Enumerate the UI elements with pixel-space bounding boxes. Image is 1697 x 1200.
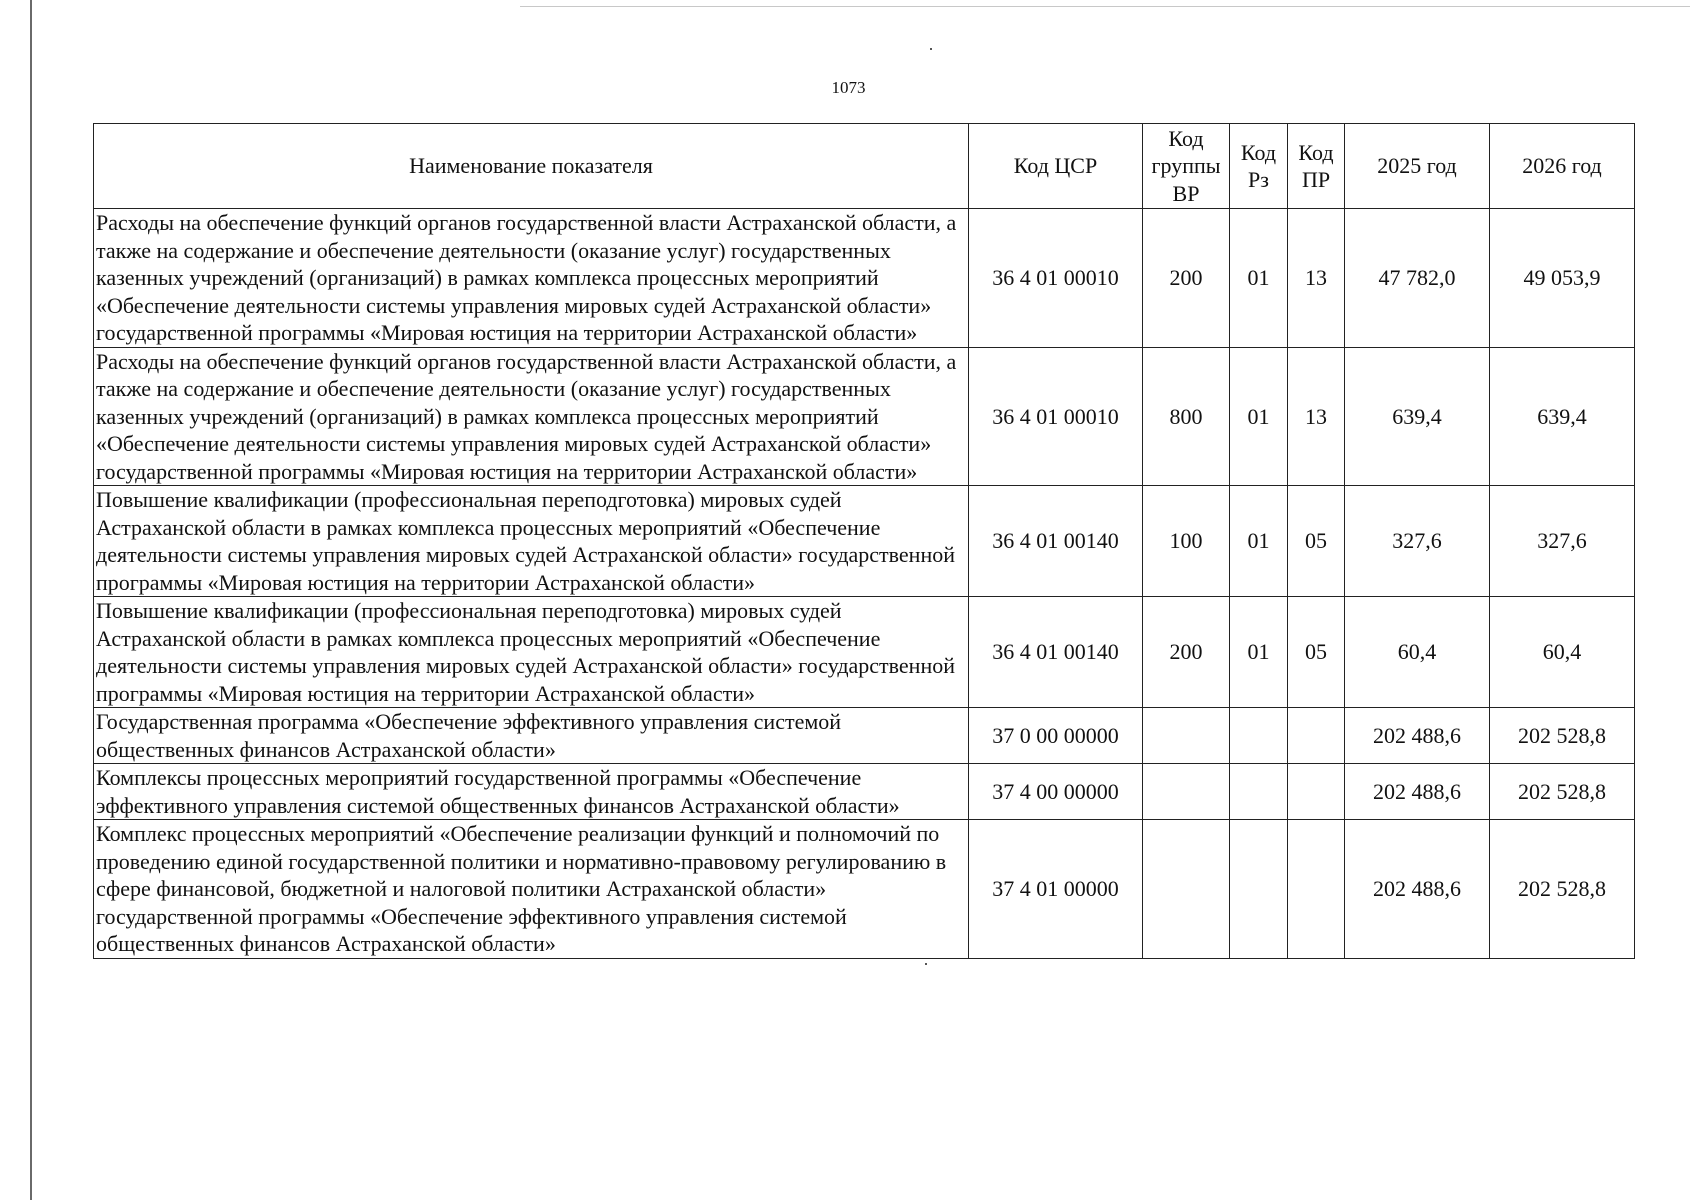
page-number: 1073 [831,78,866,97]
pr-code [1288,708,1345,764]
csr-code: 36 4 01 00140 [969,486,1143,597]
vr-code: 100 [1143,486,1230,597]
vr-code [1143,820,1230,959]
header-csr-code: Код ЦСР [969,124,1143,209]
rz-code [1230,708,1288,764]
amount-2026: 202 528,8 [1490,764,1635,820]
amount-2026: 327,6 [1490,486,1635,597]
rz-code: 01 [1230,486,1288,597]
scan-speck [930,48,932,50]
rz-code: 01 [1230,209,1288,348]
header-year-2025: 2025 год [1345,124,1490,209]
amount-2025: 639,4 [1345,347,1490,486]
pr-code [1288,820,1345,959]
rz-code [1230,764,1288,820]
amount-2025: 47 782,0 [1345,209,1490,348]
scan-speck [925,963,927,965]
pr-code: 05 [1288,486,1345,597]
amount-2025: 202 488,6 [1345,764,1490,820]
pr-code: 13 [1288,347,1345,486]
table-header-row [94,124,1635,209]
scan-left-edge [30,0,32,1200]
indicator-name: Повышение квалификации (профессиональная переподготовка) мировых судей Астраханской области в рамках комплекса процессных мероприятий «Обеспечение деятельности системы управления мировых судей Астраханской области» государственной программы «Мировая юстиция на территории Астраханской области» [94,597,969,708]
csr-code: 36 4 01 00140 [969,597,1143,708]
amount-2025: 202 488,6 [1345,820,1490,959]
csr-code: 37 0 00 00000 [969,708,1143,764]
rz-code: 01 [1230,347,1288,486]
amount-2026: 639,4 [1490,347,1635,486]
indicator-name: Повышение квалификации (профессиональная переподготовка) мировых судей Астраханской области в рамках комплекса процессных мероприятий «Обеспечение деятельности системы управления мировых судей Астраханской области» государственной программы «Мировая юстиция на территории Астраханской области» [94,486,969,597]
budget-table [93,123,1635,959]
vr-code: 800 [1143,347,1230,486]
amount-2026: 202 528,8 [1490,708,1635,764]
table-row [94,708,1635,764]
pr-code [1288,764,1345,820]
table-row [94,347,1635,486]
csr-code: 36 4 01 00010 [969,209,1143,348]
amount-2025: 60,4 [1345,597,1490,708]
table-row [94,209,1635,348]
rz-code [1230,820,1288,959]
header-name: Наименование показателя [94,124,969,209]
header-pr-code: Код ПР [1288,124,1345,209]
indicator-name: Государственная программа «Обеспечение эффективного управления системой общественных финансов Астраханской области» [94,708,969,764]
table-row [94,764,1635,820]
pr-code: 05 [1288,597,1345,708]
vr-code: 200 [1143,597,1230,708]
header-vr-code: Код группы ВР [1143,124,1230,209]
csr-code: 37 4 01 00000 [969,820,1143,959]
scan-top-edge [520,6,1690,7]
csr-code: 37 4 00 00000 [969,764,1143,820]
table-row [94,486,1635,597]
pr-code: 13 [1288,209,1345,348]
csr-code: 36 4 01 00010 [969,347,1143,486]
table-row [94,597,1635,708]
table-row [94,820,1635,959]
indicator-name: Комплексы процессных мероприятий государственной программы «Обеспечение эффективного управления системой общественных финансов Астраханской области» [94,764,969,820]
vr-code [1143,764,1230,820]
amount-2026: 60,4 [1490,597,1635,708]
amount-2025: 202 488,6 [1345,708,1490,764]
vr-code: 200 [1143,209,1230,348]
amount-2026: 49 053,9 [1490,209,1635,348]
header-rz-code: Код Рз [1230,124,1288,209]
rz-code: 01 [1230,597,1288,708]
header-year-2026: 2026 год [1490,124,1635,209]
amount-2026: 202 528,8 [1490,820,1635,959]
indicator-name: Расходы на обеспечение функций органов государственной власти Астраханской области, а также на содержание и обеспечение деятельности (оказание услуг) государственных казенных учреждений (организаций) в рамках комплекса процессных мероприятий «Обеспечение деятельности системы управления мировых судей Астраханской области» государственной программы «Мировая юстиция на территории Астраханской области» [94,209,969,348]
indicator-name: Комплекс процессных мероприятий «Обеспечение реализации функций и полномочий по проведению единой государственной политики и нормативно-правовому регулированию в сфере финансовой, бюджетной и налоговой политики Астраханской области» государственной программы «Обеспечение эффективного управления системой общественных финансов Астраханской области» [94,820,969,959]
vr-code [1143,708,1230,764]
amount-2025: 327,6 [1345,486,1490,597]
indicator-name: Расходы на обеспечение функций органов государственной власти Астраханской области, а также на содержание и обеспечение деятельности (оказание услуг) государственных казенных учреждений (организаций) в рамках комплекса процессных мероприятий «Обеспечение деятельности системы управления мировых судей Астраханской области» государственной программы «Мировая юстиция на территории Астраханской области» [94,347,969,486]
